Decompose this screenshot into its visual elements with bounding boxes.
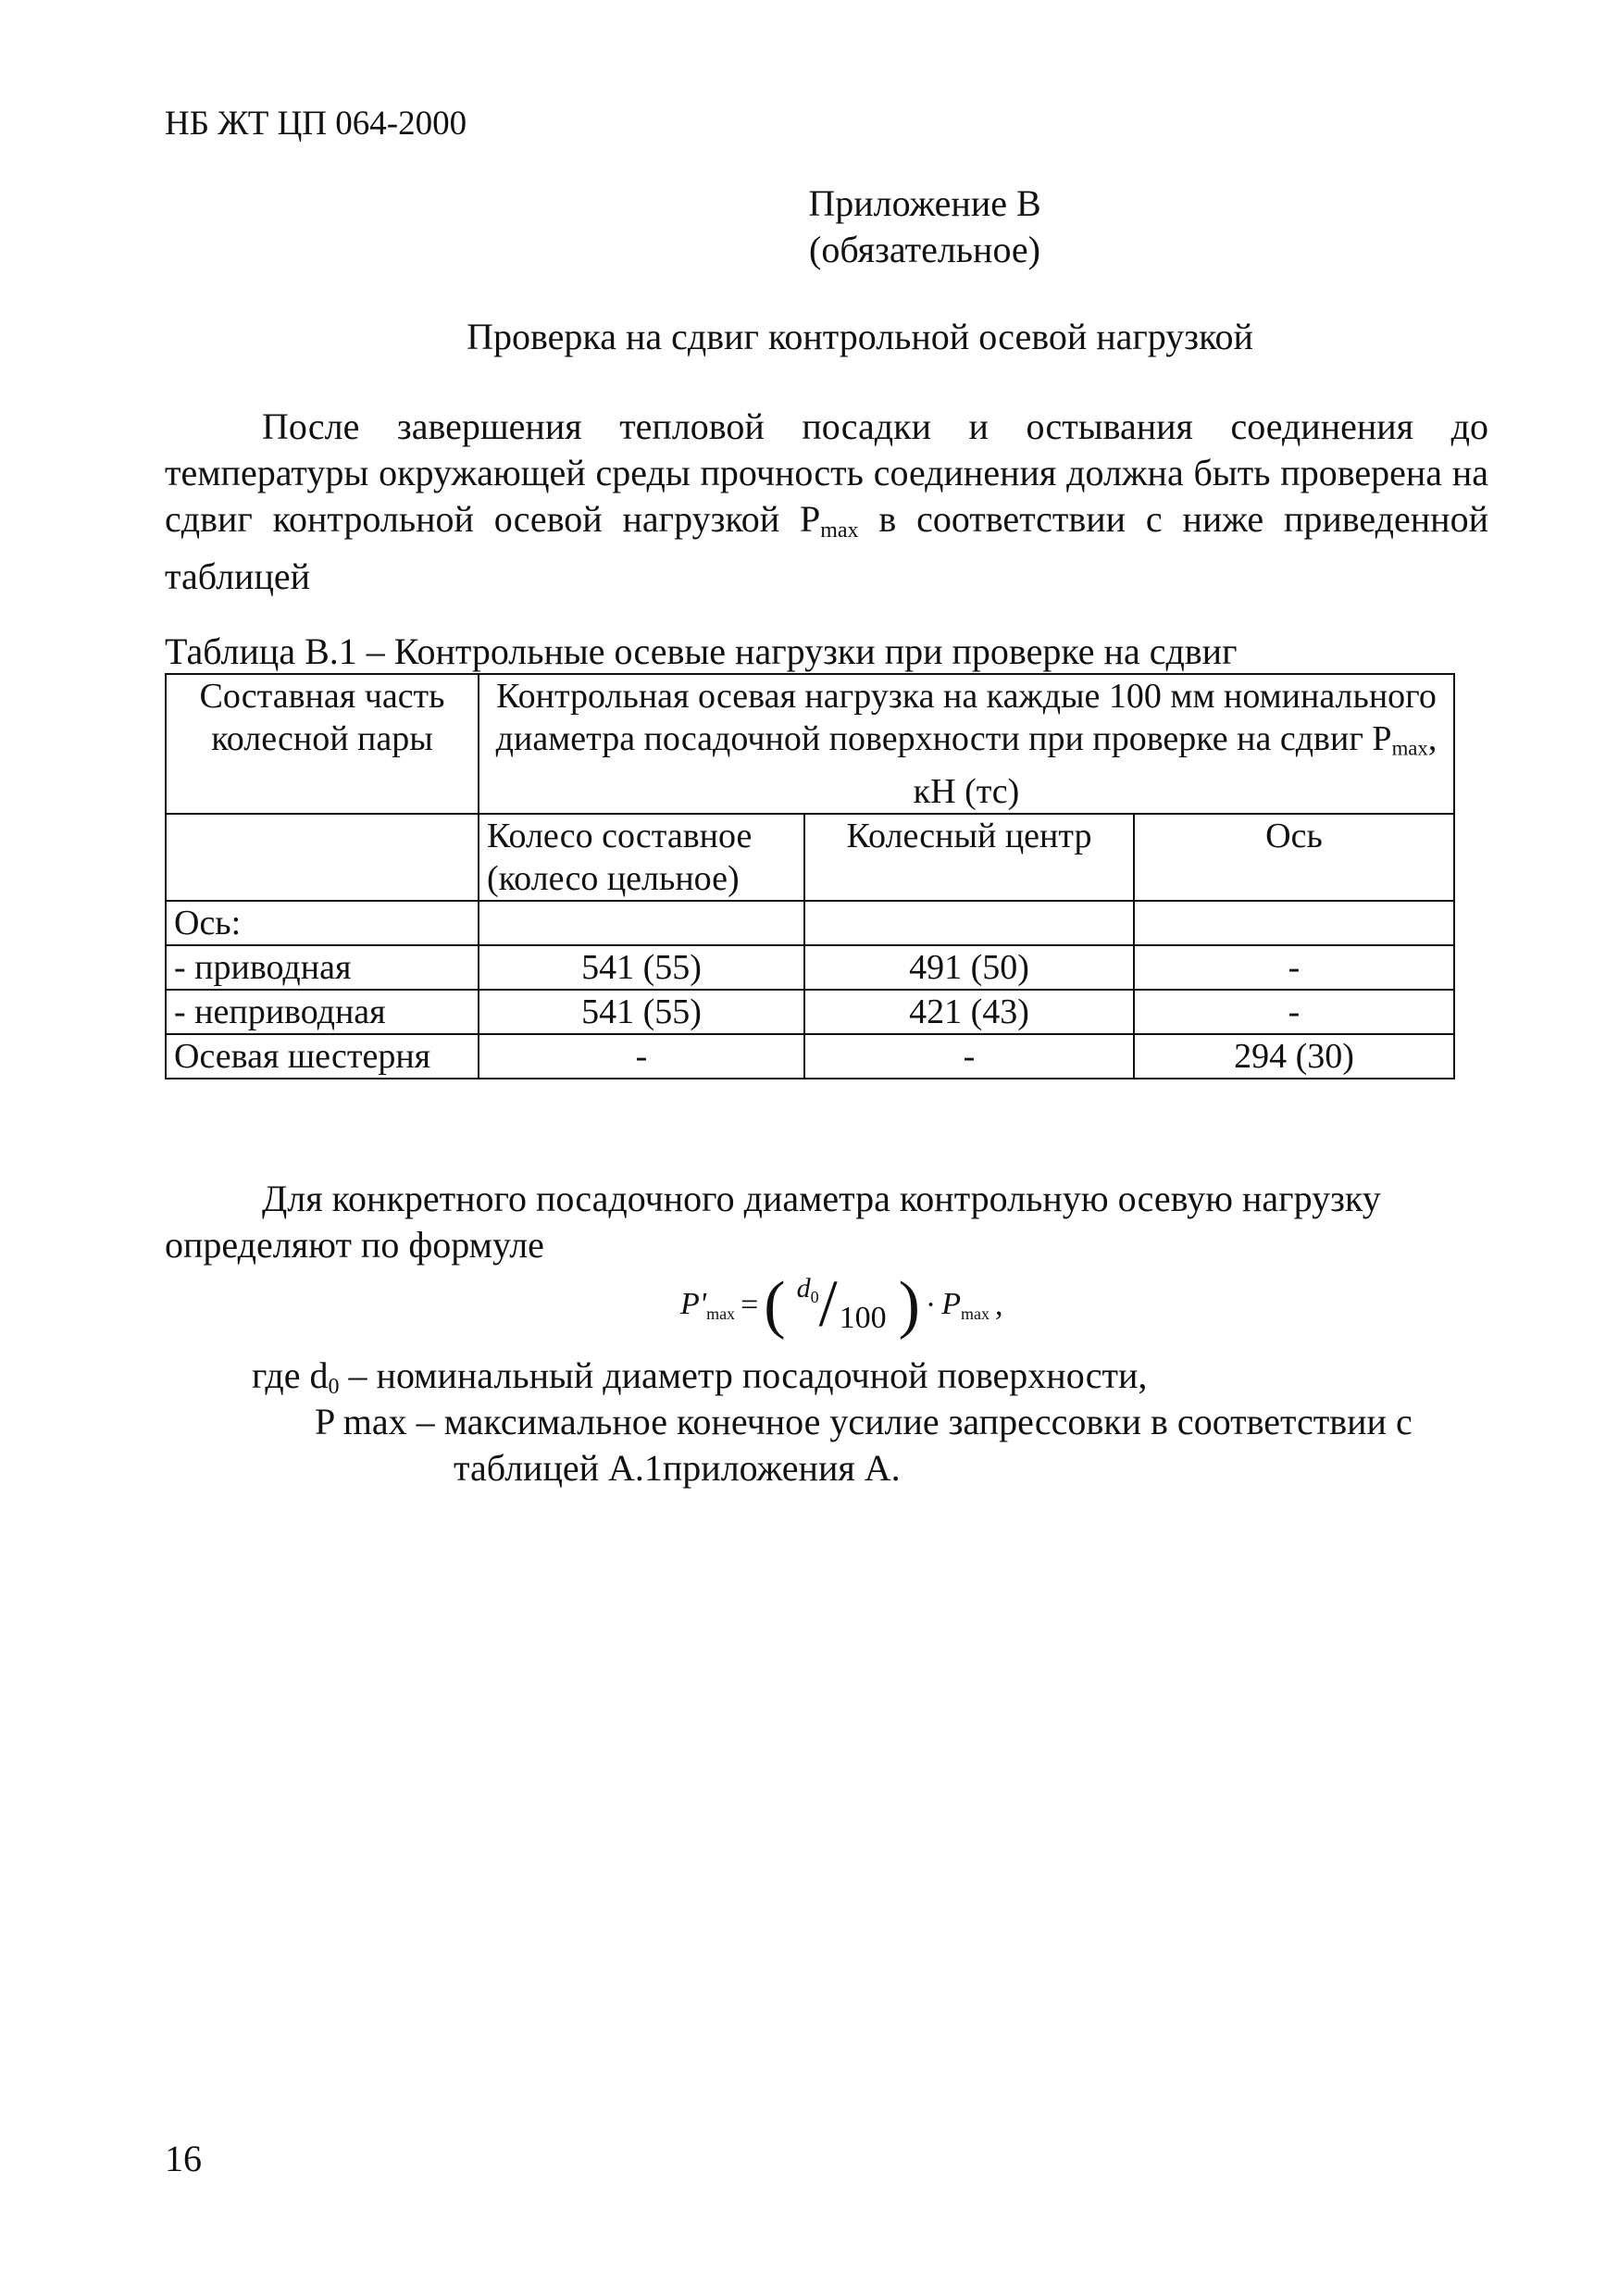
pmax-subscript: max bbox=[820, 518, 859, 543]
cell-center: - bbox=[804, 1034, 1134, 1079]
where-d0-label: где d bbox=[252, 1354, 329, 1396]
table-row bbox=[166, 901, 1454, 945]
table-subheader-row bbox=[166, 814, 1454, 901]
cell-part: - приводная bbox=[166, 945, 479, 990]
cell-axle: 294 (30) bbox=[1134, 1034, 1454, 1079]
where-line-pmax-cont: таблицей А.1приложения А. bbox=[454, 1447, 901, 1489]
formula-num-symbol: d bbox=[796, 1273, 811, 1304]
document-code: НБ ЖТ ЦП 064-2000 bbox=[165, 105, 467, 143]
formula-slash: / bbox=[818, 1267, 838, 1341]
appendix-subtitle: (обязательное) bbox=[809, 229, 1040, 270]
paragraph-intro-text: После завершения тепловой посадки и остывания соединения до температуры окружающей среды прочность соединения должна быть проверена на сдвиг контрольной осевой нагрузкой P bbox=[165, 406, 1488, 540]
formula bbox=[680, 1268, 1002, 1342]
header-cell-load bbox=[479, 674, 1454, 814]
cell-axle: - bbox=[1134, 945, 1454, 990]
formula-paren-open: ( bbox=[764, 1269, 786, 1341]
formula-numerator bbox=[797, 1273, 819, 1307]
formula-rhs-sub: max bbox=[960, 1304, 989, 1323]
where-d0-sub: 0 bbox=[328, 1375, 340, 1399]
header-load-unit: , кН (тс) bbox=[913, 719, 1438, 811]
cell-part: Осевая шестерня bbox=[166, 1034, 479, 1079]
subheader-cell-axle: Ось bbox=[1134, 814, 1454, 901]
formula-lhs-symbol: P bbox=[680, 1287, 700, 1321]
where-line-pmax: P max – максимальное конечное усилие запрессовки в соответствии с bbox=[315, 1401, 1413, 1442]
section-title: Проверка на сдвиг контрольной осевой нагрузкой bbox=[467, 316, 1253, 357]
formula-rhs bbox=[941, 1287, 989, 1324]
header-cell-part: Составная часть колесной пары bbox=[166, 674, 479, 814]
header-pmax-subscript: max bbox=[1391, 736, 1428, 760]
page-number: 16 bbox=[165, 2138, 202, 2179]
subheader-cell-empty bbox=[166, 814, 479, 901]
cell-wheel: 541 (55) bbox=[479, 945, 804, 990]
formula-dot: · bbox=[925, 1288, 937, 1322]
cell-part: Ось: bbox=[166, 901, 479, 945]
cell-center: 491 (50) bbox=[804, 945, 1134, 990]
formula-comma: , bbox=[994, 1288, 1003, 1322]
where-line-d0 bbox=[252, 1354, 1147, 1400]
where-d0-text: – номинальный диаметр посадочной поверхности, bbox=[339, 1354, 1148, 1396]
paragraph-intro bbox=[165, 404, 1488, 600]
formula-rhs-symbol: P bbox=[941, 1287, 961, 1321]
paragraph-formula-intro: Для конкретного посадочного диаметра контрольную осевую нагрузку определяют по формуле bbox=[165, 1178, 1381, 1266]
paragraph-intro-text-end: в соответствии с ниже приведенной таблицей bbox=[165, 498, 1488, 597]
subheader-cell-wheel: Колесо составное (колесо цельное) bbox=[479, 814, 804, 901]
formula-lhs-prime: ' bbox=[699, 1287, 707, 1321]
cell-axle bbox=[1134, 901, 1454, 945]
table-header-row bbox=[166, 674, 1454, 814]
formula-paren-close: ) bbox=[898, 1269, 920, 1341]
cell-axle: - bbox=[1134, 990, 1454, 1034]
formula-lhs-sub: max bbox=[706, 1304, 736, 1323]
formula-denominator: 100 bbox=[839, 1301, 887, 1335]
cell-center bbox=[804, 901, 1134, 945]
subheader-cell-center: Колесный центр bbox=[804, 814, 1134, 901]
formula-lhs bbox=[680, 1287, 735, 1324]
load-table bbox=[165, 673, 1455, 1079]
table-row bbox=[166, 1034, 1454, 1079]
formula-equals: = bbox=[741, 1288, 759, 1322]
table-caption: Таблица В.1 – Контрольные осевые нагрузки при проверке на сдвиг bbox=[165, 630, 1238, 672]
appendix-title: Приложение В bbox=[808, 182, 1041, 224]
cell-part: - неприводная bbox=[166, 990, 479, 1034]
formula-num-sub: 0 bbox=[810, 1288, 819, 1306]
cell-wheel bbox=[479, 901, 804, 945]
cell-center: 421 (43) bbox=[804, 990, 1134, 1034]
cell-wheel: - bbox=[479, 1034, 804, 1079]
table-row bbox=[166, 945, 1454, 990]
table-row bbox=[166, 990, 1454, 1034]
cell-wheel: 541 (55) bbox=[479, 990, 804, 1034]
formula-fraction bbox=[791, 1267, 893, 1341]
header-load-text: Контрольная осевая нагрузка на каждые 100 мм номинального диаметра посадочной поверхности при проверке на сдвиг P bbox=[495, 677, 1437, 758]
